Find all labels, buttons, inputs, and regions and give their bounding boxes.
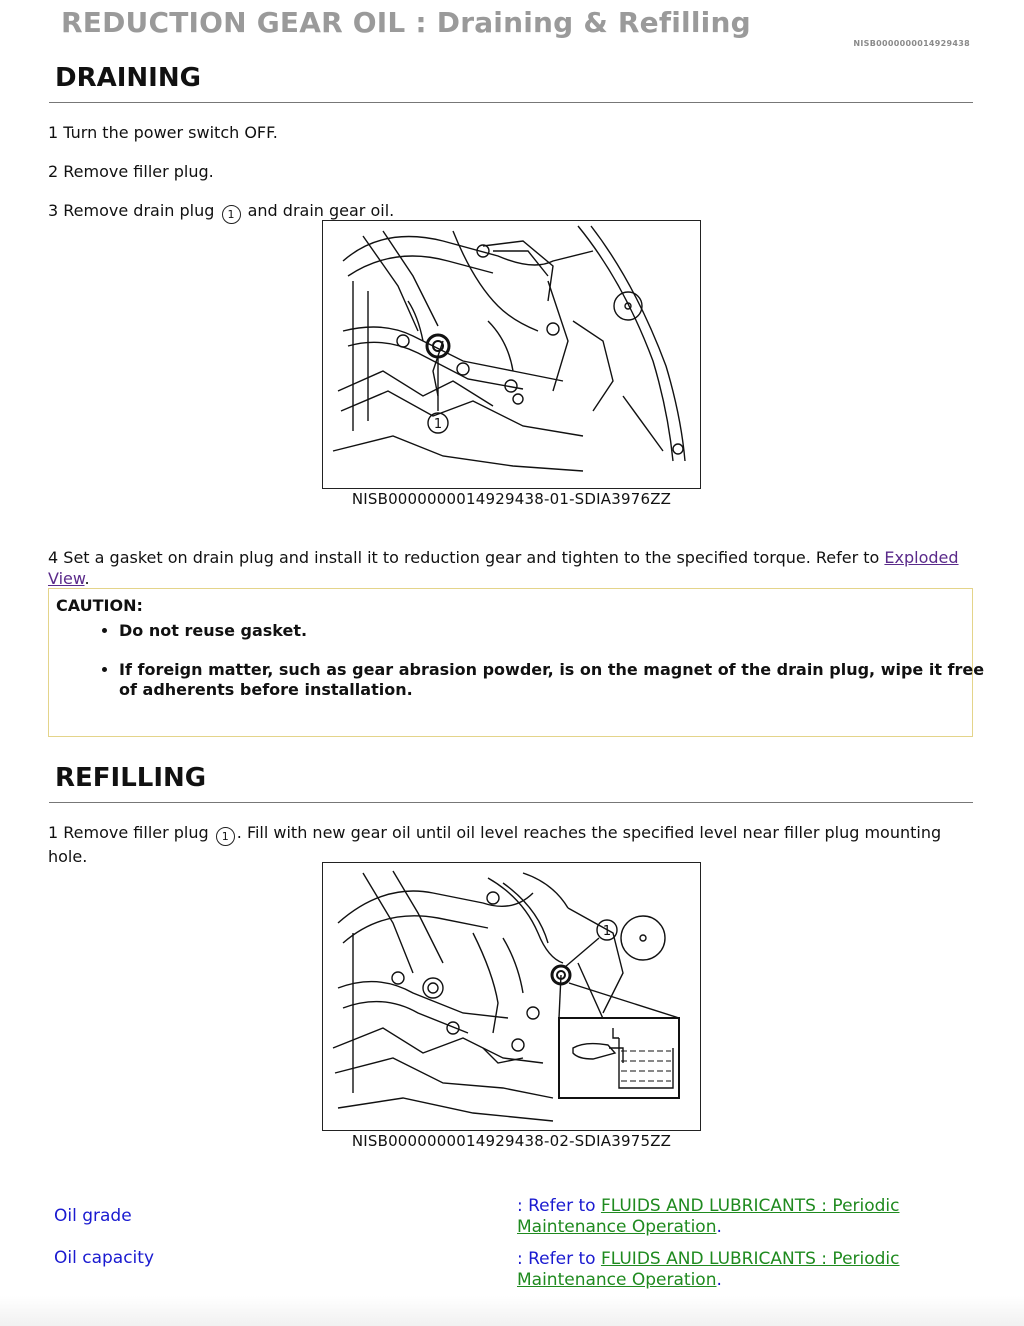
drain-plug-figure: [322, 220, 701, 489]
caution-list: [99, 621, 989, 719]
reference-prefix: : Refer to: [517, 1249, 596, 1269]
step-text: Set a gasket on drain plug and install it to reduction gear and tighten to the specified torque. Refer to: [63, 548, 880, 567]
step-suffix: .: [84, 569, 90, 588]
step-text-continued: and drain gear oil.: [247, 201, 395, 220]
figure-callout-label: 1: [433, 417, 443, 432]
oil-grade-label: Oil grade: [54, 1206, 132, 1226]
reference-prefix: : Refer to: [517, 1196, 596, 1216]
caution-item: • Do not reuse gasket.: [119, 621, 989, 641]
document-id: NISB0000000014929438: [853, 39, 970, 48]
reference-suffix: .: [716, 1217, 722, 1237]
step-number: 1: [48, 123, 59, 142]
filler-plug-illustration: [323, 863, 699, 1129]
oil-grade-reference: [517, 1196, 947, 1238]
refilling-step-1: [48, 822, 968, 867]
oil-capacity-reference: [517, 1249, 947, 1291]
callout-marker: 1: [216, 827, 235, 846]
step-text: Turn the power switch OFF.: [63, 123, 278, 142]
draining-divider: [49, 102, 973, 103]
fluids-lubricants-link[interactable]: FLUIDS AND LUBRICANTS : Periodic Maintenance Operation: [517, 1196, 900, 1237]
caution-item: • If foreign matter, such as gear abrasion powder, is on the magnet of the drain plug, wipe it free of adherents before installation.: [119, 660, 989, 700]
page-bottom-fade: [0, 1296, 1024, 1326]
refilling-divider: [49, 802, 973, 803]
step-number: 2: [48, 162, 59, 181]
draining-heading: DRAINING: [55, 63, 201, 93]
step-text-continued: . Fill with new gear oil until oil level reaches the specified level near filler plug mounting hole.: [48, 823, 942, 866]
figure-callout-label: 1: [602, 924, 612, 939]
figure-caption: NISB0000000014929438-01-SDIA3976ZZ: [351, 490, 672, 508]
draining-step-4: [48, 547, 968, 589]
caution-box: [48, 588, 985, 737]
step-number: 3: [48, 201, 59, 220]
step-number: 4: [48, 548, 59, 567]
reference-suffix: .: [716, 1270, 722, 1290]
draining-step-1: [48, 122, 968, 143]
draining-step-2: [48, 161, 968, 182]
drain-plug-illustration: [323, 221, 699, 487]
filler-plug-figure: [322, 862, 701, 1131]
step-number: 1: [48, 823, 59, 842]
step-text: Remove filler plug: [63, 823, 209, 842]
refilling-heading: REFILLING: [55, 763, 207, 793]
fluids-lubricants-link[interactable]: FLUIDS AND LUBRICANTS : Periodic Maintenance Operation: [517, 1249, 900, 1290]
page-title: REDUCTION GEAR OIL : Draining & Refilling: [61, 6, 751, 39]
oil-capacity-label: Oil capacity: [54, 1248, 154, 1268]
caution-label: CAUTION:: [56, 596, 143, 615]
step-text: Remove drain plug: [63, 201, 215, 220]
step-text: Remove filler plug.: [63, 162, 214, 181]
figure-caption: NISB0000000014929438-02-SDIA3975ZZ: [351, 1132, 672, 1150]
exploded-view-link[interactable]: Exploded View: [48, 548, 959, 588]
callout-marker: 1: [222, 205, 241, 224]
